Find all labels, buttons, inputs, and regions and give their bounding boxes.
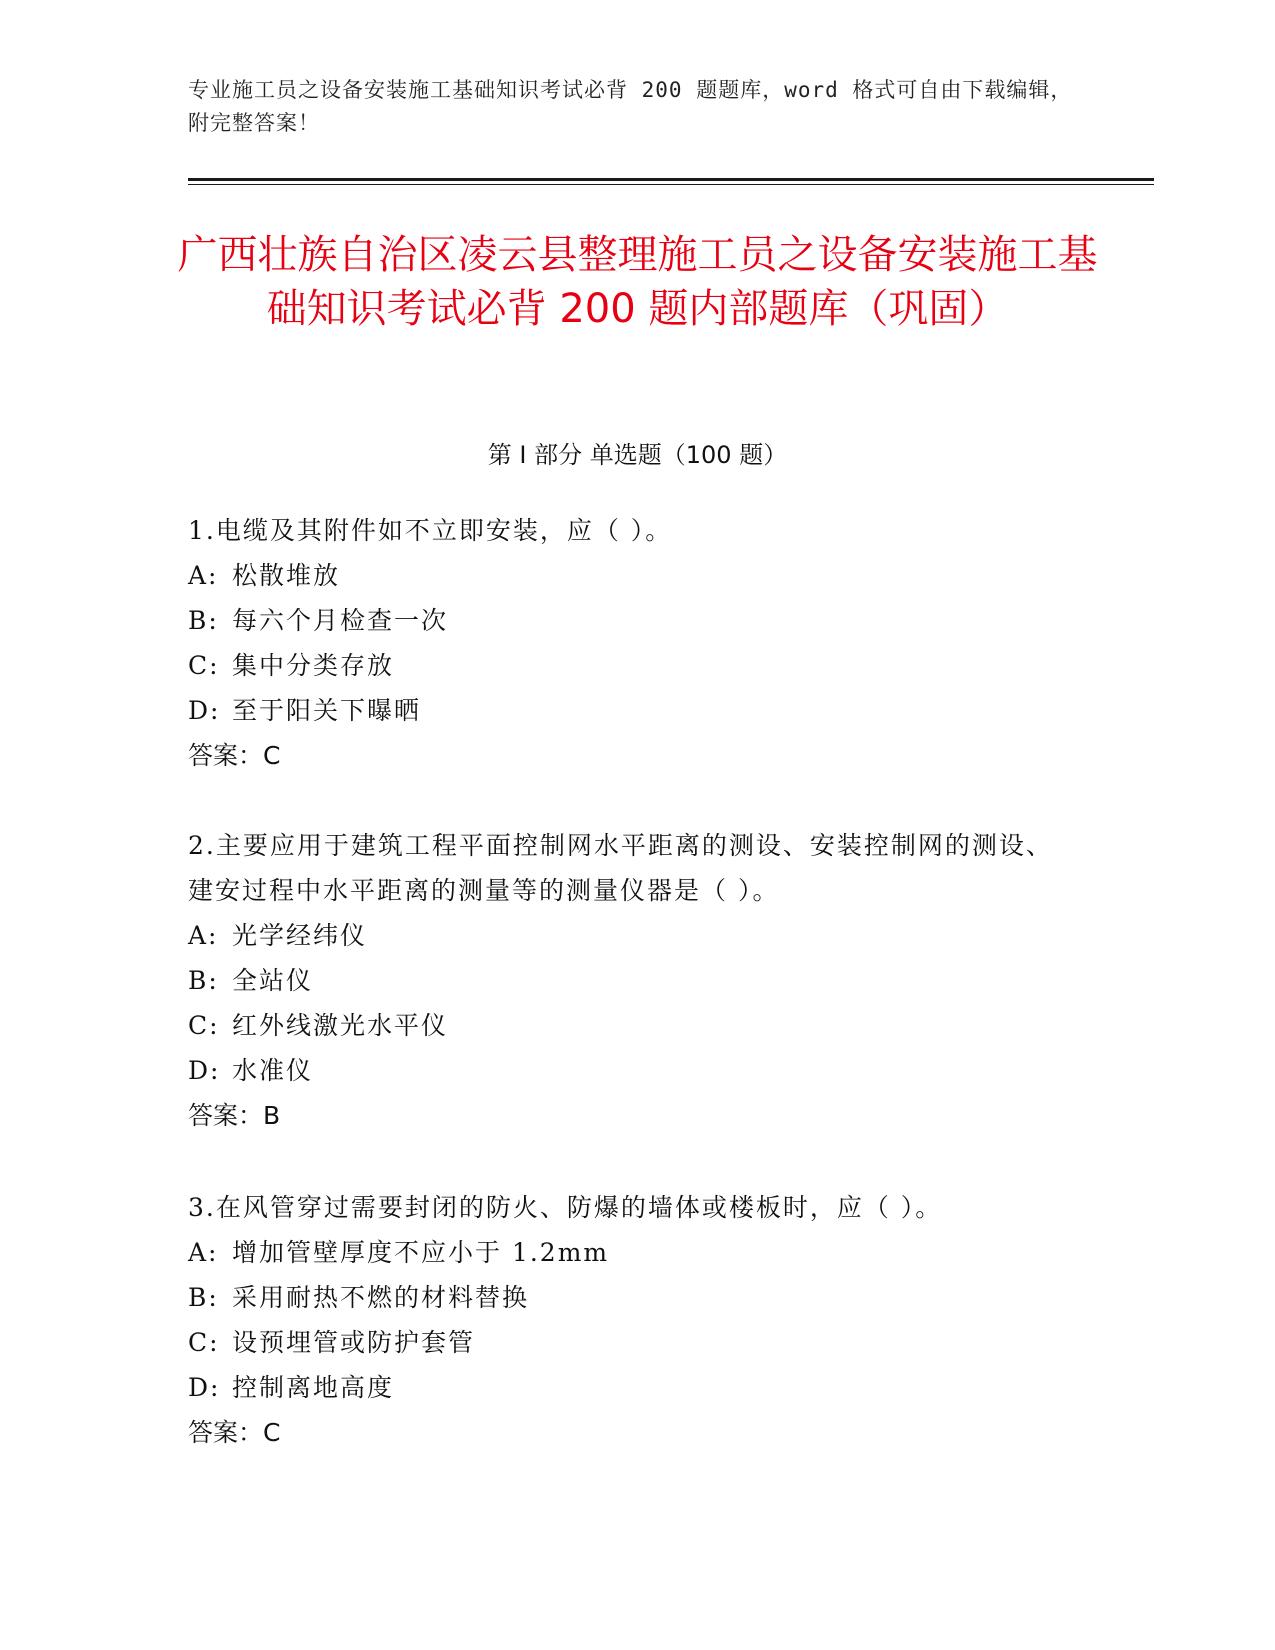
option-letter: B: bbox=[188, 966, 219, 995]
answer-line: 答案：C bbox=[188, 741, 281, 770]
option-letter: B: bbox=[188, 1283, 219, 1312]
option-text: 设预埋管或防护套管 bbox=[232, 1328, 476, 1357]
question-stem: 1.电缆及其附件如不立即安装，应（ ）。 bbox=[188, 516, 673, 545]
option-c bbox=[188, 643, 1068, 688]
option-letter: D: bbox=[188, 1056, 221, 1085]
option-b bbox=[188, 958, 1068, 1003]
option-text: 至于阳关下曝晒 bbox=[232, 696, 422, 725]
option-text: 全站仪 bbox=[232, 966, 314, 995]
option-text: 集中分类存放 bbox=[232, 651, 395, 680]
question-stem: 2.主要应用于建筑工程平面控制网水平距离的测设、安装控制网的测设、建安过程中水平距离的测量等的测量仪器是（ ）。 bbox=[188, 831, 1053, 905]
option-letter: C: bbox=[188, 1011, 220, 1040]
question-3 bbox=[188, 1185, 1068, 1455]
option-text: 采用耐热不燃的材料替换 bbox=[232, 1283, 530, 1312]
option-c bbox=[188, 1320, 1068, 1365]
option-letter: C: bbox=[188, 651, 220, 680]
section-heading: 第 I 部分 单选题（100 题） bbox=[487, 441, 788, 469]
option-d bbox=[188, 688, 1068, 733]
question-2 bbox=[188, 823, 1068, 1138]
option-b bbox=[188, 1275, 1068, 1320]
option-text: 增加管壁厚度不应小于 1.2mm bbox=[232, 1238, 610, 1267]
option-text: 控制离地高度 bbox=[232, 1373, 395, 1402]
answer-line: 答案：C bbox=[188, 1418, 281, 1447]
header-divider-thin bbox=[188, 184, 1154, 185]
option-letter: A: bbox=[188, 561, 219, 590]
option-text: 每六个月检查一次 bbox=[232, 606, 449, 635]
document-title: 广西壮族自治区凌云县整理施工员之设备安装施工基础知识考试必背 200 题内部题库（巩固） bbox=[177, 232, 1098, 332]
option-text: 红外线激光水平仪 bbox=[232, 1011, 449, 1040]
option-a bbox=[188, 913, 1068, 958]
option-d bbox=[188, 1048, 1068, 1093]
header-divider-thick bbox=[188, 178, 1154, 181]
option-text: 松散堆放 bbox=[232, 561, 341, 590]
option-c bbox=[188, 1003, 1068, 1048]
option-letter: B: bbox=[188, 606, 219, 635]
question-stem: 3.在风管穿过需要封闭的防火、防爆的墙体或楼板时，应（ ）。 bbox=[188, 1193, 943, 1222]
option-a bbox=[188, 553, 1068, 598]
option-d bbox=[188, 1365, 1068, 1410]
option-letter: A: bbox=[188, 921, 219, 950]
option-letter: D: bbox=[188, 696, 221, 725]
option-letter: A: bbox=[188, 1238, 219, 1267]
option-letter: C: bbox=[188, 1328, 220, 1357]
question-1 bbox=[188, 508, 1068, 778]
answer-line: 答案：B bbox=[188, 1101, 281, 1130]
option-text: 水准仪 bbox=[232, 1056, 314, 1085]
option-text: 光学经纬仪 bbox=[232, 921, 368, 950]
option-b bbox=[188, 598, 1068, 643]
option-a bbox=[188, 1230, 1068, 1275]
option-letter: D: bbox=[188, 1373, 221, 1402]
header-note: 专业施工员之设备安装施工基础知识考试必背 200 题题库，word 格式可自由下载编辑，附完整答案！ bbox=[188, 78, 1073, 135]
